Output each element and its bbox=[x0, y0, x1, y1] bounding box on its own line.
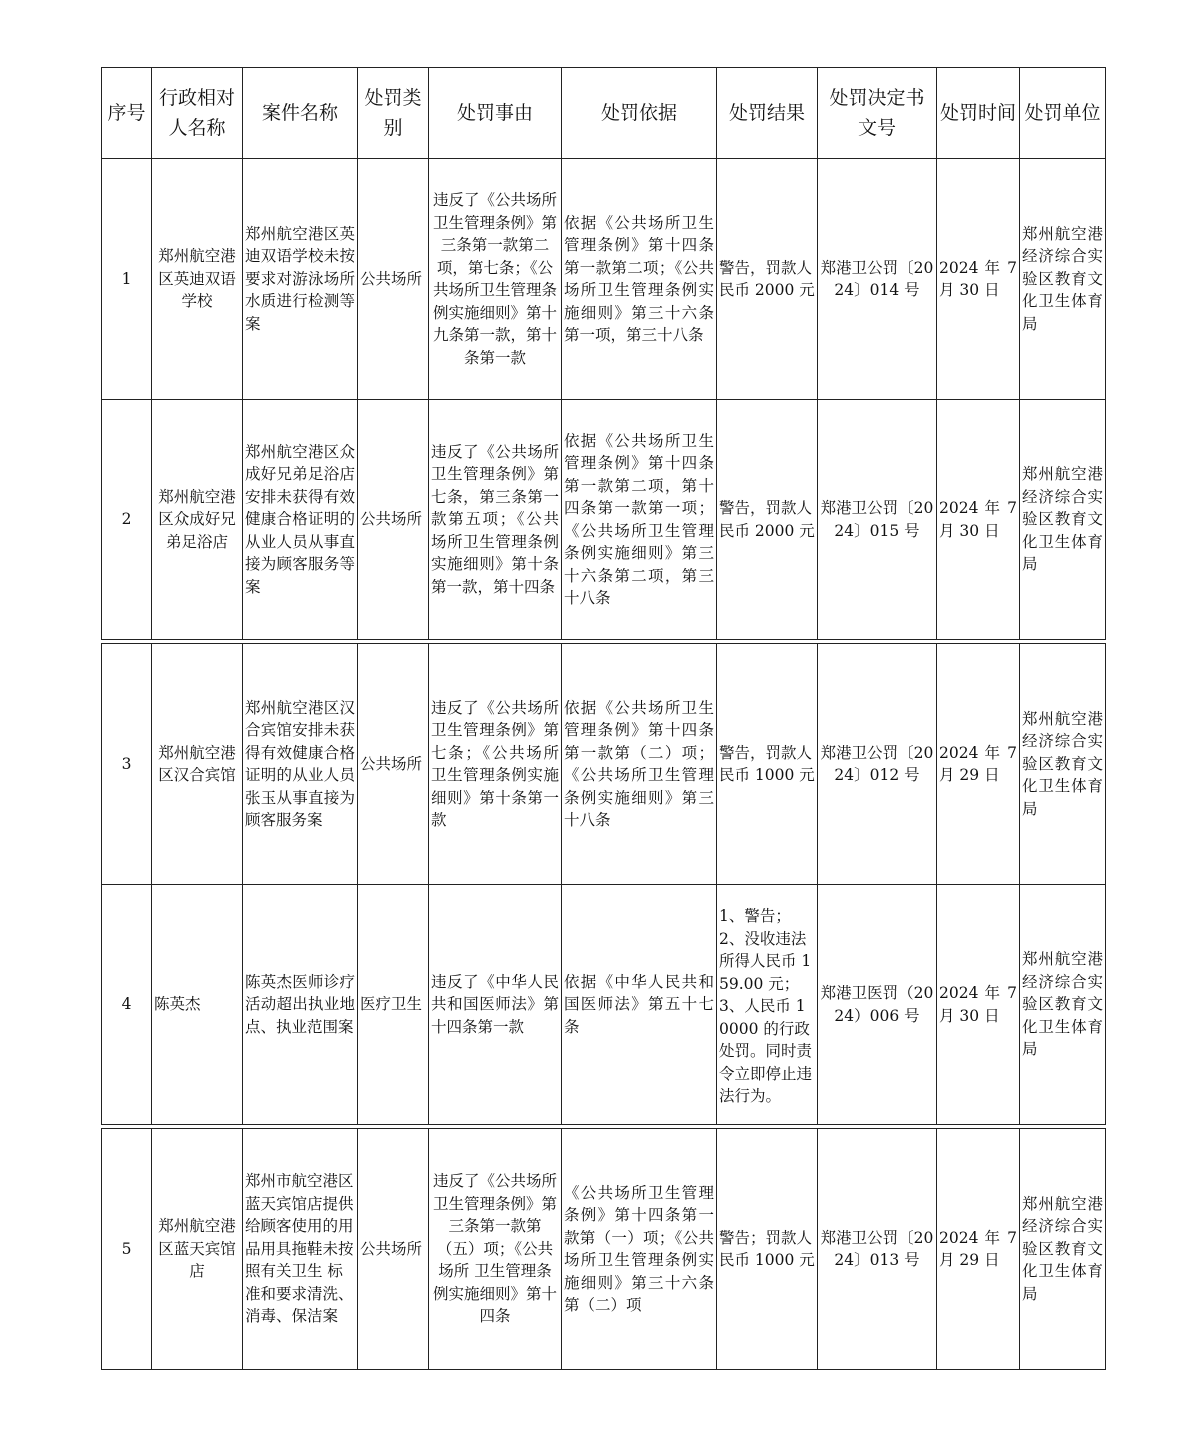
header-seq: 序号 bbox=[102, 68, 152, 159]
cell-doc-no: 郑港卫公罚〔2024〕015 号 bbox=[818, 400, 937, 640]
cell-unit: 郑州航空港经济综合实验区教育文化卫生体育局 bbox=[1020, 885, 1106, 1125]
header-basis: 处罚依据 bbox=[562, 68, 717, 159]
cell-result: 警告，罚款人民币 1000 元 bbox=[717, 644, 818, 885]
cell-party: 郑州航空港区众成好兄弟足浴店 bbox=[152, 400, 243, 640]
cell-seq: 2 bbox=[102, 400, 152, 640]
penalty-table-block-1 bbox=[101, 67, 1105, 640]
header-result: 处罚结果 bbox=[717, 68, 818, 159]
cell-doc-no: 郑港卫公罚〔2024〕014 号 bbox=[818, 159, 937, 400]
cell-unit: 郑州航空港经济综合实验区教育文化卫生体育局 bbox=[1020, 159, 1106, 400]
header-unit: 处罚单位 bbox=[1020, 68, 1106, 159]
cell-category: 医疗卫生 bbox=[358, 885, 429, 1125]
cell-result: 1、警告；2、没收违法所得人民币 159.00 元；3、人民币 10000 的行政处罚。同时责令立即停止违法行为。 bbox=[717, 885, 818, 1125]
cell-case: 郑州航空港区英迪双语学校未按要求对游泳场所水质进行检测等案 bbox=[243, 159, 358, 400]
cell-result: 警告，罚款人民币 2000 元 bbox=[717, 400, 818, 640]
cell-reason: 违反了《公共场所卫生管理条例》第七条；《公共场所卫生管理条例实施细则》第十条第一款 bbox=[429, 644, 562, 885]
cell-reason: 违反了《公共场所卫生管理条例》第三条第一款第二项，第七条；《公共场所卫生管理条例实施细则》第十九条第一款，第十条第一款 bbox=[429, 159, 562, 400]
cell-date: 2024 年 7 月 30 日 bbox=[937, 159, 1020, 400]
cell-party: 郑州航空港区汉合宾馆 bbox=[152, 644, 243, 885]
header-reason: 处罚事由 bbox=[429, 68, 562, 159]
header-date: 处罚时间 bbox=[937, 68, 1020, 159]
cell-party: 陈英杰 bbox=[152, 885, 243, 1125]
cell-result: 警告；罚款人民币 1000 元 bbox=[717, 1129, 818, 1370]
penalty-table bbox=[101, 1128, 1106, 1370]
header-category: 处罚类别 bbox=[358, 68, 429, 159]
table-row bbox=[102, 885, 1106, 1125]
cell-basis: 依据《公共场所卫生管理条例》第十四条第一款第二项；《公共场所卫生管理条例实施细则》第三十六条第一项，第三十八条 bbox=[562, 159, 717, 400]
cell-party: 郑州航空港区英迪双语学校 bbox=[152, 159, 243, 400]
table-row bbox=[102, 159, 1106, 400]
cell-result: 警告，罚款人民币 2000 元 bbox=[717, 159, 818, 400]
cell-case: 郑州市航空港区蓝天宾馆店提供给顾客使用的用品用具拖鞋未按照有关卫生 标准和要求清洗、消毒、保洁案 bbox=[243, 1129, 358, 1370]
cell-unit: 郑州航空港经济综合实验区教育文化卫生体育局 bbox=[1020, 1129, 1106, 1370]
penalty-table bbox=[101, 67, 1106, 640]
cell-unit: 郑州航空港经济综合实验区教育文化卫生体育局 bbox=[1020, 644, 1106, 885]
cell-category: 公共场所 bbox=[358, 1129, 429, 1370]
cell-seq: 5 bbox=[102, 1129, 152, 1370]
cell-doc-no: 郑港卫公罚〔2024〕012 号 bbox=[818, 644, 937, 885]
cell-basis: 《公共场所卫生管理条例》第十四条第一款第（一）项；《公共场所卫生管理条例实施细则》第三十六条第（二）项 bbox=[562, 1129, 717, 1370]
cell-date: 2024 年 7 月 29 日 bbox=[937, 644, 1020, 885]
cell-date: 2024 年 7 月 30 日 bbox=[937, 885, 1020, 1125]
table-row bbox=[102, 1129, 1106, 1370]
header-party: 行政相对人名称 bbox=[152, 68, 243, 159]
cell-doc-no: 郑港卫公罚〔2024〕013 号 bbox=[818, 1129, 937, 1370]
cell-seq: 1 bbox=[102, 159, 152, 400]
penalty-table bbox=[101, 643, 1106, 1125]
cell-reason: 违反了《公共场所卫生管理条例》第三条第一款第（五）项；《公共场所 卫生管理条例实施细则》第十四条 bbox=[429, 1129, 562, 1370]
cell-basis: 依据《中华人民共和国医师法》第五十七条 bbox=[562, 885, 717, 1125]
table-header-row bbox=[102, 68, 1106, 159]
cell-date: 2024 年 7 月 30 日 bbox=[937, 400, 1020, 640]
penalty-table-block-2 bbox=[101, 643, 1105, 1125]
cell-date: 2024 年 7 月 29 日 bbox=[937, 1129, 1020, 1370]
cell-unit: 郑州航空港经济综合实验区教育文化卫生体育局 bbox=[1020, 400, 1106, 640]
penalty-table-block-3 bbox=[101, 1128, 1105, 1370]
cell-case: 郑州航空港区众成好兄弟足浴店安排未获得有效健康合格证明的从业人员从事直接为顾客服务等案 bbox=[243, 400, 358, 640]
cell-reason: 违反了《公共场所卫生管理条例》第七条，第三条第一款第五项；《公共场所卫生管理条例实施细则》第十条第一款，第十四条 bbox=[429, 400, 562, 640]
cell-basis: 依据《公共场所卫生管理条例》第十四条第一款第（二）项；《公共场所卫生管理条例实施细则》第三十八条 bbox=[562, 644, 717, 885]
cell-party: 郑州航空港区蓝天宾馆店 bbox=[152, 1129, 243, 1370]
table-row bbox=[102, 644, 1106, 885]
header-case: 案件名称 bbox=[243, 68, 358, 159]
cell-seq: 3 bbox=[102, 644, 152, 885]
cell-case: 陈英杰医师诊疗活动超出执业地点、执业范围案 bbox=[243, 885, 358, 1125]
cell-category: 公共场所 bbox=[358, 644, 429, 885]
cell-reason: 违反了《中华人民共和国医师法》第十四条第一款 bbox=[429, 885, 562, 1125]
cell-basis: 依据《公共场所卫生管理条例》第十四条第一款第二项，第十四条第一款第一项；《公共场所卫生管理条例实施细则》第三十六条第二项，第三十八条 bbox=[562, 400, 717, 640]
cell-case: 郑州航空港区汉合宾馆安排未获得有效健康合格证明的从业人员张玉从事直接为顾客服务案 bbox=[243, 644, 358, 885]
cell-seq: 4 bbox=[102, 885, 152, 1125]
table-row bbox=[102, 400, 1106, 640]
cell-doc-no: 郑港卫医罚（2024）006 号 bbox=[818, 885, 937, 1125]
cell-category: 公共场所 bbox=[358, 400, 429, 640]
cell-category: 公共场所 bbox=[358, 159, 429, 400]
header-doc-no: 处罚决定书文号 bbox=[818, 68, 937, 159]
